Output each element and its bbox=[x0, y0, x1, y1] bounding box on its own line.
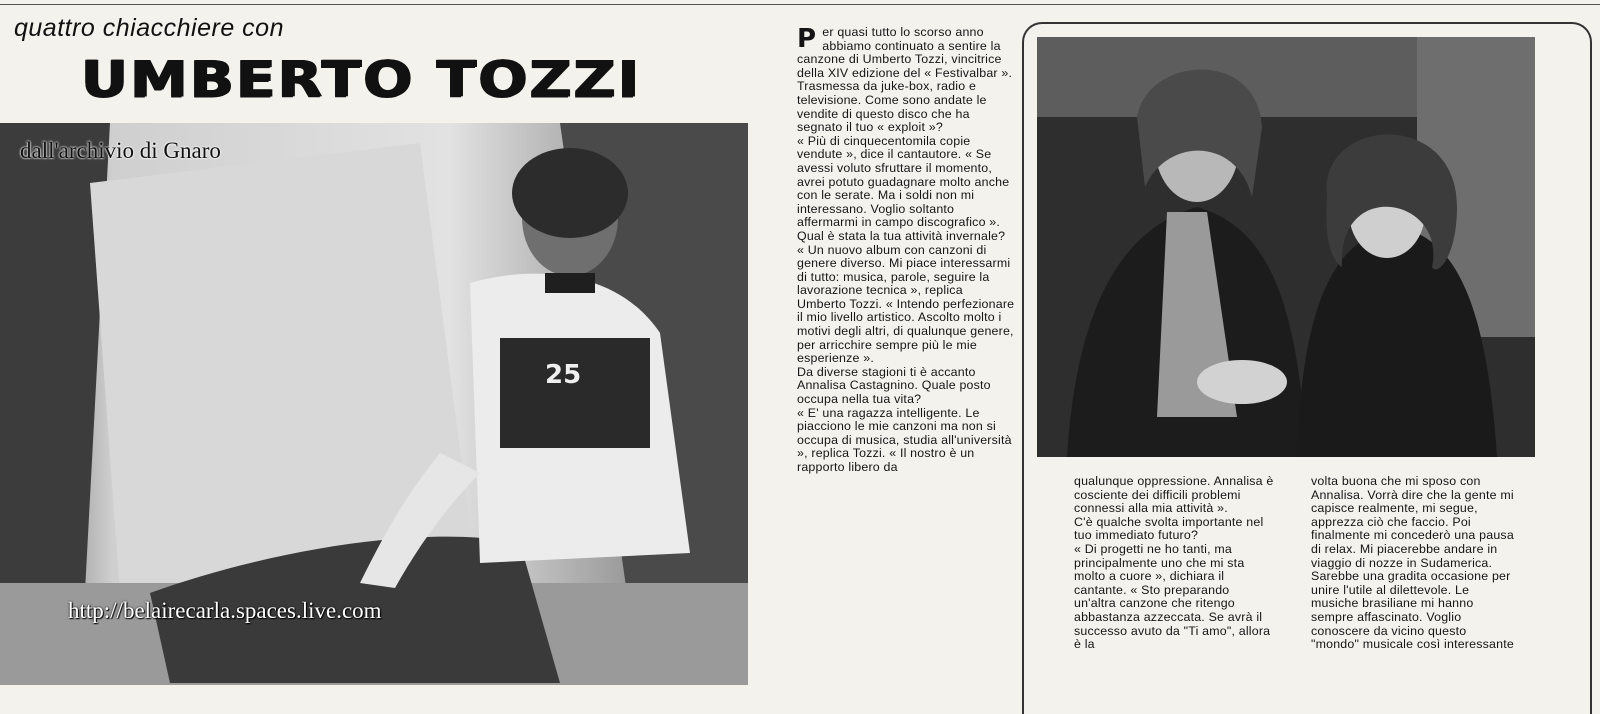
archive-watermark: dall'archivio di Gnaro bbox=[20, 138, 221, 163]
photo-couple-image bbox=[1037, 37, 1535, 457]
headline: UMBERTO TOZZI bbox=[80, 50, 641, 109]
article-column-2 bbox=[1074, 475, 1274, 652]
top-rule bbox=[0, 4, 1600, 5]
article-column-1 bbox=[797, 26, 1015, 475]
dropcap: P bbox=[797, 24, 817, 54]
column-2-text: qualunque oppressione. Annalisa è cosciente dei difficili problemi connessi alla mia attività ». C'è qualche svolta importante nel tuo immediato futuro? « Di progetti ne ho tanti, ma principalmente uno che mi sta molto a cuore », dichiara il cantante. « Sto preparando un'altra canzone che ritengo abbastanza azzeccata. Se avrà il successo avuto da "Ti amo", allora è la bbox=[1074, 474, 1274, 652]
column-1-text: er quasi tutto lo scorso anno abbiamo continuato a sentire la canzone di Umberto Tozzi, vincitrice della XIV edizione del « Festivalbar ». Trasmessa da juke-box, radio e televisione. Come sono andate le vendite di questo disco che ha segnato il tuo « exploit »? « Più di cinquecentomila copie vendute », dice il cantautore. « Se avessi voluto sfruttare il momento, avrei potuto guadagnare molto anche con le serate. Ma i soldi non mi interessano. Voglio soltanto affermarmi in campo discografico ». Qual è stata la tua attività invernale? « Un nuovo album con canzoni di genere diverso. Mi piace interessarmi di tutto: musica, parole, seguire la lavorazione tecnica », replica Umberto Tozzi. « Intendo perfezionare il mio livello artistico. Ascolto molto i motivi degli altri, di qualunque genere, per arricchire sempre più le mie esperienze ». Da diverse stagioni ti è accanto Annalisa Castagnino. Quale posto occupa nella tua vita? « E' una ragazza intelligente. Le piacciono le mie canzoni ma non si occupa di musica, studia all'università », replica Tozzi. « Il nostro è un rapporto libero da bbox=[797, 25, 1015, 474]
column-3-text: volta buona che mi sposo con Annalisa. Vorrà dire che la gente mi capisce realmente, mi segue, apprezza ciò che faccio. Poi finalmente mi concederò una pausa di relax. Mi piacerebbe andare in viaggio di nozze in Sudamerica. Sarebbe una gradita occasione per unire l'utile al dilettevole. Le musiche brasiliane mi hanno sempre affascinato. Voglio conoscere da vicino questo "mondo" musicale così interessante bbox=[1311, 474, 1514, 652]
article-column-3 bbox=[1311, 475, 1516, 652]
photo-couple bbox=[1037, 37, 1535, 457]
svg-text:25: 25 bbox=[545, 360, 582, 390]
url-watermark[interactable]: http://belairecarla.spaces.live.com bbox=[68, 598, 382, 623]
kicker: quattro chiacchiere con bbox=[14, 14, 284, 42]
